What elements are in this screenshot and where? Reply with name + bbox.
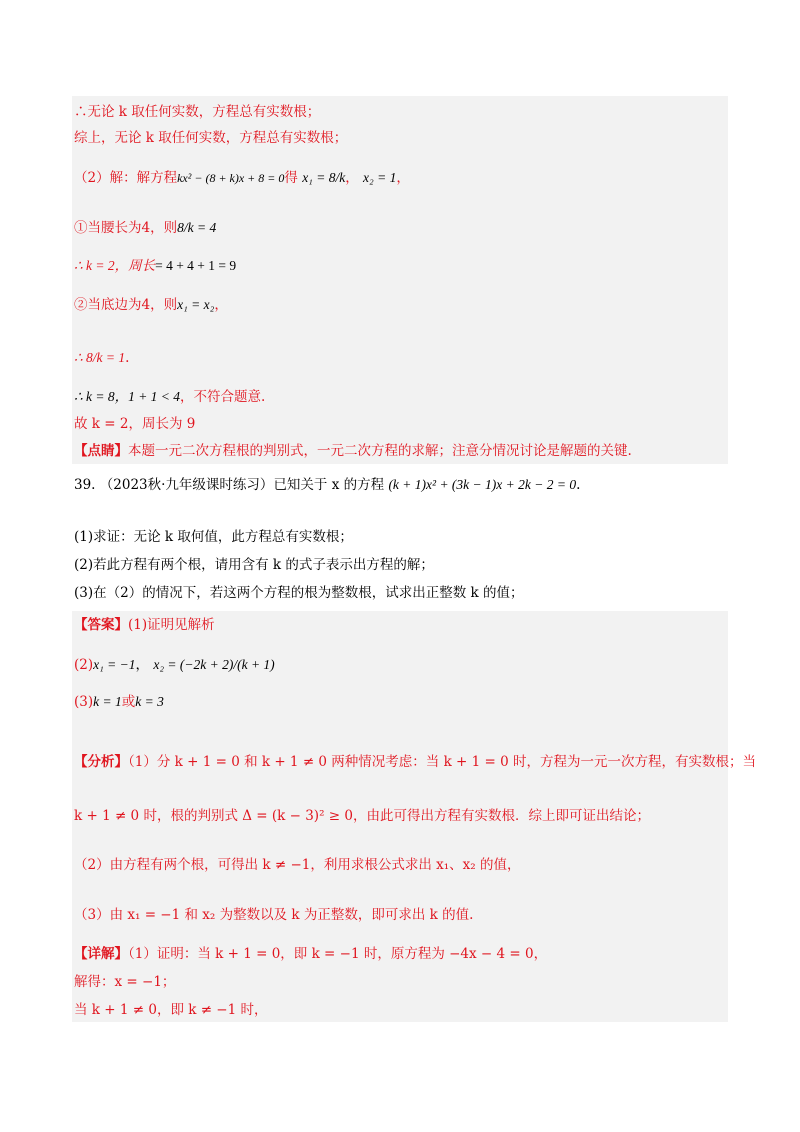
question-part-1: (1)求证：无论 k 取何值，此方程总有实数根； [74,529,353,545]
analysis-line-4: （3）由 x₁ = −1 和 x₂ 为整数以及 k 为正整数，即可求出 k 的值. [74,907,474,923]
root-x1: x₁ = 8/k [302,170,346,185]
answer-line-3: (3)k = 1或k = 3 [74,694,164,710]
analysis-line-3: （2）由方程有两个根，可得出 k ≠ −1，利用求根公式求出 x₁、x₂ 的值， [74,857,521,873]
answer-line-2: (2)x₁ = −1， x₂ = (−2k + 2)/(k + 1) [74,657,275,673]
analysis-line-2: k + 1 ≠ 0 时，根的判别式 Δ = (k − 3)² ≥ 0，由此可得出方程有实数根．综上即可证出结论； [74,808,650,824]
solution-line-4: ①当腰长为4，则8/k = 4 [74,220,217,236]
point-line: 【点睛】本题一元二次方程根的判别式，一元二次方程的求解；注意分情况讨论是解题的关键. [74,443,632,459]
solution-line-7: ∴ 8/k = 1. [74,350,130,366]
question-stem: 39. （2023秋·九年级课时练习）已知关于 x 的方程 (k + 1)x² + (3k − 1)x + 2k − 2 = 0. [74,477,581,493]
detail-line-3: 当 k + 1 ≠ 0，即 k ≠ −1 时， [74,1002,268,1018]
solution-line-6: ②当底边为4，则x₁ = x₂， [74,297,228,313]
analysis-line-1: 【分析】（1）分 k + 1 = 0 和 k + 1 ≠ 0 两种情况考虑：当 k + 1 = 0 时，方程为一元一次方程，有实数根；当 [74,754,757,770]
root-x2: x₂ = 1 [363,170,397,185]
solution-line-8: ∴ k = 8，1 + 1 < 4，不符合题意. [74,389,266,405]
question-equation: (k + 1)x² + (3k − 1)x + 2k − 2 = 0 [388,477,577,492]
detail-line-2: 解得：x = −1； [74,974,176,990]
solution-line-2: 综上，无论 k 取任何实数，方程总有实数根； [74,130,348,146]
solution-line-1: ∴无论 k 取任何实数，方程总有实数根； [74,104,321,120]
solution-line-3: （2）解：解方程kx² − (8 + k)x + 8 = 0得 x₁ = 8/k， x₂ = 1， [74,170,410,186]
solution-block-1 [72,96,728,464]
question-part-2: (2)若此方程有两个根，请用含有 k 的式子表示出方程的解； [74,557,434,573]
detail-line-1: 【详解】（1）证明：当 k + 1 = 0，即 k = −1 时，原方程为 −4x − 4 = 0， [74,946,548,962]
question-part-3: (3)在（2）的情况下，若这两个方程的根为整数根，试求出正整数 k 的值； [74,585,524,601]
solution-line-5: ∴ k = 2，周长= 4 + 4 + 1 = 9 [74,258,237,273]
answer-line-1: 【答案】(1)证明见解析 [74,617,215,633]
solution-line-9: 故 k = 2，周长为 9 [74,416,196,432]
